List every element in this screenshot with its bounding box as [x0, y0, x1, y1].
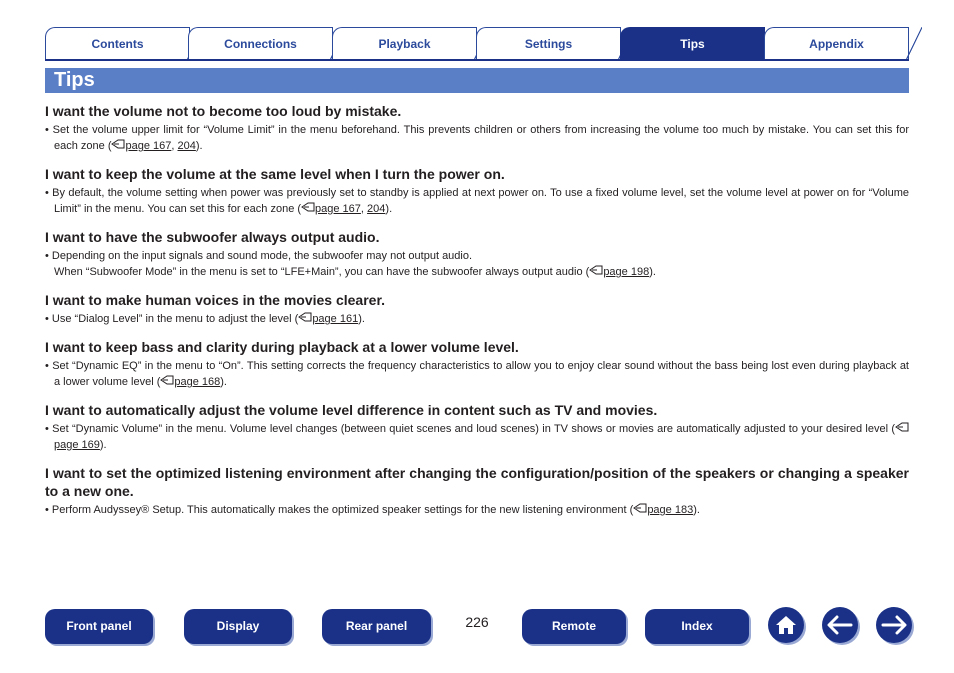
tab-playback[interactable]: Playback [332, 27, 477, 60]
tip-item [45, 464, 909, 518]
tip-description: • By default, the volume setting when power was previously set to standby is applied at next power on. To use a fixed volume level, set the volume level at power on for “Volume Limit” in the menu. You can set this for each zone ( page 167, 204). [45, 187, 909, 215]
tip-heading: I want to set the optimized listening environment after changing the configuration/position of the speakers or changing a speaker to a new one. [45, 465, 909, 499]
home-icon [774, 614, 798, 636]
page-number: 226 [465, 614, 489, 630]
tip-item [45, 165, 909, 217]
tip-heading: I want to automatically adjust the volume level difference in content such as TV and movies. [45, 402, 658, 418]
back-button[interactable] [822, 607, 858, 643]
forward-button[interactable] [876, 607, 912, 643]
page-link[interactable]: page 183 [647, 504, 694, 516]
tip-heading: I want to keep bass and clarity during playback at a lower volume level. [45, 339, 519, 355]
tip-description: • Use “Dialog Level” in the menu to adjust the level ( page 161). [45, 313, 365, 325]
section-title: Tips [45, 68, 909, 93]
home-button[interactable] [768, 607, 804, 643]
tip-description: • Depending on the input signals and sound mode, the subwoofer may not output audio. When “Subwoofer Mode” in the menu is set to “LFE+Main”, you can have the subwoofer always output audio ( page 198). [45, 250, 656, 278]
remote-button[interactable]: Remote [522, 609, 626, 644]
reference-pointer-icon [633, 503, 647, 514]
tip-description: • Perform Audyssey® Setup. This automatically makes the optimized speaker settings for the new listening environment ( page 183). [45, 504, 700, 516]
tip-heading: I want to make human voices in the movies clearer. [45, 292, 386, 308]
page-link[interactable]: page 169 [54, 439, 100, 451]
tips-list [45, 102, 909, 529]
page-link[interactable]: page 161 [312, 313, 359, 325]
tip-heading: I want the volume not to become too loud by mistake. [45, 103, 402, 119]
tip-item [45, 401, 909, 453]
tip-description: • Set the volume upper limit for “Volume Limit” in the menu beforehand. This prevents children or others from increasing the volume too much by mistake. You can set this for each zone ( page 167, 204). [45, 124, 909, 152]
tab-underline [45, 59, 909, 61]
front-panel-button[interactable]: Front panel [45, 609, 153, 644]
display-button[interactable]: Display [184, 609, 292, 644]
tip-item [45, 338, 909, 390]
tip-item [45, 228, 909, 280]
page-link[interactable]: page 167 [315, 203, 361, 215]
tip-heading: I want to have the subwoofer always output audio. [45, 229, 380, 245]
tab-appendix[interactable]: Appendix [764, 27, 909, 60]
tip-item [45, 291, 909, 327]
page-link[interactable]: 204 [367, 203, 386, 215]
reference-pointer-icon [895, 422, 909, 433]
reference-pointer-icon [589, 265, 603, 276]
tip-description: • Set “Dynamic Volume” in the menu. Volume level changes (between quiet scenes and loud scenes) in TV shows or movies are automatically adjusted to your desired level (page 169). [45, 421, 909, 453]
arrow-right-icon [881, 615, 907, 635]
index-button[interactable]: Index [645, 609, 749, 644]
tab-connections[interactable]: Connections [188, 27, 333, 60]
reference-pointer-icon [160, 375, 174, 386]
rear-panel-button[interactable]: Rear panel [322, 609, 431, 644]
page-link[interactable]: page 198 [603, 266, 650, 278]
tip-description: • Set “Dynamic EQ” in the menu to “On”. This setting corrects the frequency characteristics to allow you to enjoy clear sound without the bass being lost even during playback at a lower volume level ( page 168). [45, 360, 909, 388]
tip-item [45, 102, 909, 154]
page-link[interactable]: 204 [177, 140, 196, 152]
page-link[interactable]: page 167 [125, 140, 172, 152]
tab-bar [45, 27, 909, 60]
reference-pointer-icon [111, 139, 125, 150]
tab-contents[interactable]: Contents [45, 27, 190, 60]
tab-tips[interactable]: Tips [620, 27, 765, 60]
reference-pointer-icon [298, 312, 312, 323]
reference-pointer-icon [301, 202, 315, 213]
tab-settings[interactable]: Settings [476, 27, 621, 60]
page-link[interactable]: page 168 [174, 376, 221, 388]
tip-heading: I want to keep the volume at the same level when I turn the power on. [45, 166, 505, 182]
arrow-left-icon [827, 615, 853, 635]
